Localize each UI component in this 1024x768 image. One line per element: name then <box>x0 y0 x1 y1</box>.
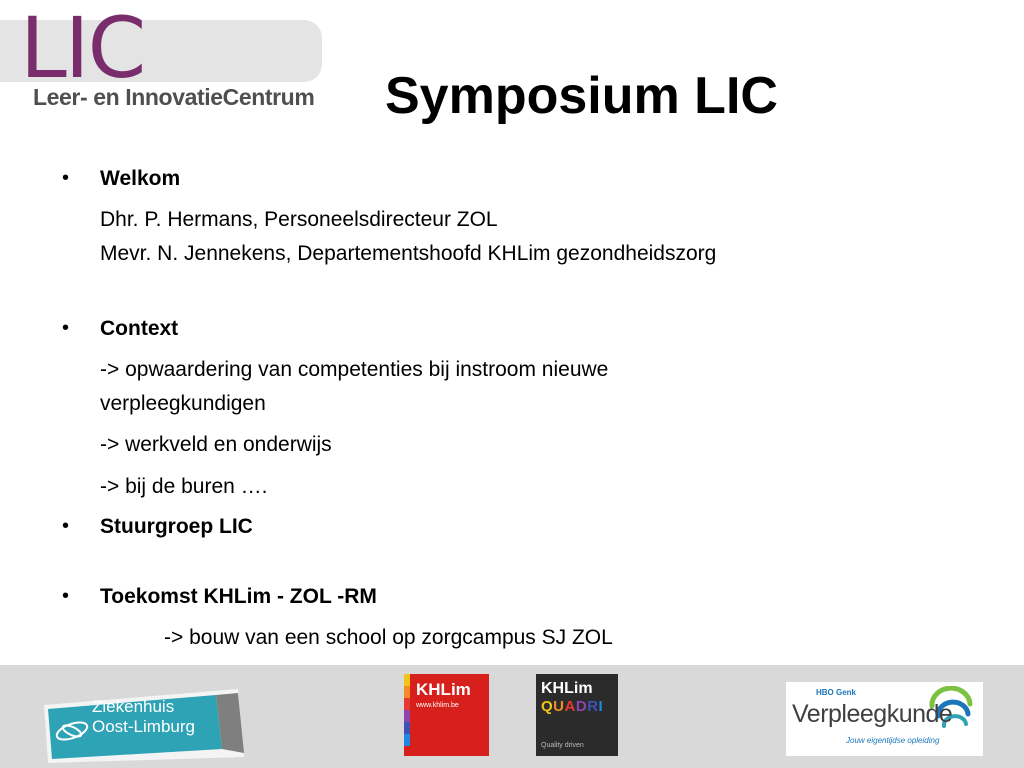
bullet-heading: Stuurgroep LIC <box>100 515 253 538</box>
sub-line: Dhr. P. Hermans, Personeelsdirecteur ZOL <box>100 208 498 231</box>
sub-line: -> werkveld en onderwijs <box>100 433 332 456</box>
quadri-letter: A <box>564 698 576 715</box>
khlim-color-stripes <box>404 674 410 756</box>
zol-logo <box>40 683 250 763</box>
khlim-logo <box>404 674 489 756</box>
sub-line: -> bouw van een school op zorgcampus SJ ZOL <box>164 626 613 649</box>
slide-title: Symposium LIC <box>385 67 778 125</box>
quadri-letter: D <box>575 698 588 715</box>
zol-line1: Ziekenhuis <box>92 697 175 716</box>
quadri-tagline: Quality driven <box>541 742 584 749</box>
sub-line: Mevr. N. Jennekens, Departementshoofd KHLim gezondheidszorg <box>100 242 717 265</box>
bullet-heading: Context <box>100 317 179 340</box>
quadri-name: KHLim <box>541 680 593 697</box>
quadri-letter: R <box>587 698 599 715</box>
bullet-marker: • <box>62 317 70 339</box>
bullet-heading: Welkom <box>100 167 181 190</box>
khlim-url: www.khlim.be <box>416 702 459 709</box>
footer-logo-bar <box>0 665 1024 768</box>
quadri-letter: Q <box>541 698 554 715</box>
khlim-name: KHLim <box>416 680 471 699</box>
logo-letters: LIC <box>20 0 145 97</box>
sub-line: verpleegkundigen <box>100 392 266 415</box>
khlim-quadri-logo <box>536 674 618 756</box>
hbo-wordmark: Verpleegkunde <box>792 700 953 728</box>
bullet-heading: Toekomst KHLim - ZOL -RM <box>100 585 377 608</box>
lic-logo <box>0 0 330 122</box>
zol-logo-text <box>92 697 195 737</box>
sub-line: -> bij de buren …. <box>100 475 268 498</box>
bullet-marker: • <box>62 585 70 607</box>
zol-line2: Oost-Limburg <box>92 717 195 736</box>
hbo-verpleegkunde-logo <box>786 682 983 756</box>
quadri-letter: U <box>553 698 565 715</box>
logo-subtitle: Leer- en InnovatieCentrum <box>33 84 315 110</box>
quadri-letter: I <box>598 698 604 715</box>
quadri-word <box>541 698 603 715</box>
hbo-tagline: Jouw eigentijdse opleiding <box>846 736 940 745</box>
sub-line: -> opwaardering van competenties bij instroom nieuwe <box>100 358 609 381</box>
bullet-marker: • <box>62 515 70 537</box>
hbo-small-label: HBO Genk <box>816 688 857 697</box>
bullet-marker: • <box>62 167 70 189</box>
